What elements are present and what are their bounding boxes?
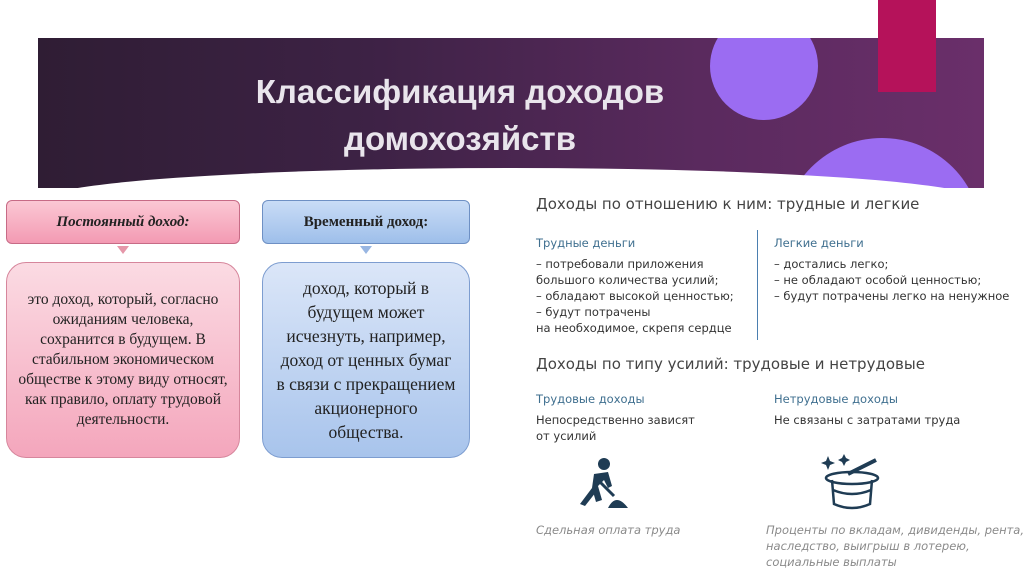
labor-income-text bbox=[536, 412, 695, 444]
text-line: от усилий bbox=[536, 429, 597, 443]
list-item: – потребовали приложения bbox=[536, 257, 704, 271]
hard-money-title: Трудные деньги bbox=[536, 236, 636, 250]
labor-income-title: Трудовые доходы bbox=[536, 392, 645, 406]
hard-money-list bbox=[536, 256, 734, 336]
slide-title: Классификация доходов домохозяйств bbox=[255, 73, 665, 157]
permanent-income-text: это доход, который, согласно ожиданиям человека, сохранится в будущем. В стабильном экономическом обществе к этому виду относят, как правило, оплату трудовой деятельности. bbox=[6, 262, 240, 458]
nonlabor-income-text bbox=[774, 412, 960, 428]
note-line: наследство, выигрыш в лотерею, bbox=[766, 539, 970, 553]
magic-hat-icon bbox=[818, 452, 884, 514]
easy-money-title: Легкие деньги bbox=[774, 236, 864, 250]
note-line: социальные выплаты bbox=[766, 555, 897, 569]
permanent-income-header: Постоянный доход: bbox=[6, 200, 240, 244]
text-line: Непосредственно зависят bbox=[536, 413, 695, 427]
arrow-down-icon bbox=[117, 246, 129, 254]
list-item: – обладают высокой ценностью; bbox=[536, 289, 734, 303]
list-item: – будут потрачены легко на ненужное bbox=[774, 289, 1010, 303]
note-line: Проценты по вкладам, дивиденды, рента, bbox=[766, 523, 1024, 537]
worker-shovel-icon bbox=[570, 456, 632, 512]
arrow-down-icon bbox=[360, 246, 372, 254]
text-line: Не связаны с затратами труда bbox=[774, 413, 961, 427]
temporary-income-header: Временный доход: bbox=[262, 200, 470, 244]
list-item: – не обладают особой ценностью; bbox=[774, 273, 982, 287]
list-item: – достались легко; bbox=[774, 257, 889, 271]
temporary-income-text: доход, который в будущем может исчезнуть, например, доход от ценных бумаг в связи с прекращением акционерного общества. bbox=[262, 262, 470, 458]
list-item: на необходимое, скрепя сердце bbox=[536, 321, 732, 335]
list-item: большого количества усилий; bbox=[536, 273, 719, 287]
nonlabor-income-title: Нетрудовые доходы bbox=[774, 392, 898, 406]
nonlabor-income-examples bbox=[766, 522, 1024, 570]
easy-money-list bbox=[774, 256, 1009, 304]
list-item: – будут потрачены bbox=[536, 305, 651, 319]
decorative-rectangle bbox=[878, 0, 936, 92]
column-divider bbox=[757, 230, 758, 340]
labor-income-example bbox=[536, 522, 680, 538]
note-line: Сдельная оплата труда bbox=[536, 523, 681, 537]
section-heading: Доходы по отношению к ним: трудные и легкие bbox=[536, 195, 920, 213]
section-heading: Доходы по типу усилий: трудовые и нетрудовые bbox=[536, 355, 925, 373]
